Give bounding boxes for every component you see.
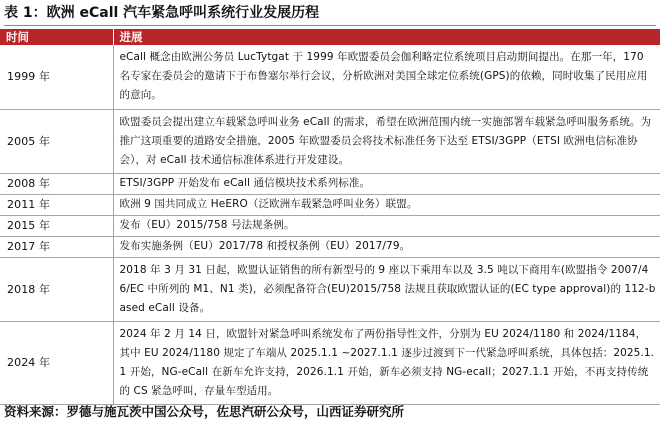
- progress-cell: 欧盟委员会提出建立车载紧急呼叫业务 eCall 的需求，希望在欧洲范围内统一实施部署车载紧急呼叫服务系统。为推广这项重要的道路安全措施，2005 年欧盟委员会将技术标准任务下达至 ETSI/3GPP（ETSI 欧洲电信标准协会），对 eCall 技术通信标准体系进行开发建设。: [113, 109, 660, 173]
- progress-cell: 2018 年 3 月 31 日起，欧盟认证销售的所有新型号的 9 座以下乘用车以及 3.5 吨以下商用车(欧盟指令 2007/46/EC 中所列的 M1、N1 类)，必须配备符合(EU)2015/758 法规且获取欧盟认证的(EC type approval)的 112-based eCall 设备。: [113, 257, 660, 321]
- column-header-time: 时间: [0, 29, 113, 45]
- year-cell: 2018 年: [0, 257, 113, 321]
- progress-cell: ETSI/3GPP 开始发布 eCall 通信模块技术系列标准。: [113, 173, 660, 194]
- year-cell: 2011 年: [0, 194, 113, 215]
- table-row: [0, 45, 660, 109]
- year-cell: 2024 年: [0, 321, 113, 404]
- column-header-progress: 进展: [113, 29, 660, 45]
- progress-cell: 发布实施条例（EU）2017/78 和授权条例（EU）2017/79。: [113, 236, 660, 257]
- source-note: 资料来源：罗德与施瓦茨中国公众号，佐思汽研公众号，山西证券研究所: [4, 404, 405, 419]
- year-cell: 2008 年: [0, 173, 113, 194]
- progress-cell: eCall 概念由欧洲公务员 LucTytgat 于 1999 年欧盟委员会伽利略定位系统项目启动期间提出。在那一年，170 名专家在委员会的邀请下于布鲁塞尔举行会议，分析欧洲对美国全球定位系统(GPS)的依赖，同时收集了民用应用的意向。: [113, 45, 660, 109]
- progress-cell: 欧洲 9 国共同成立 HeERO（泛欧洲车载紧急呼叫业务）联盟。: [113, 194, 660, 215]
- table-row: [0, 215, 660, 236]
- table-row: [0, 236, 660, 257]
- table-row: [0, 109, 660, 173]
- table-row: [0, 321, 660, 404]
- table-row: [0, 257, 660, 321]
- year-cell: 2005 年: [0, 109, 113, 173]
- table-header-row: [0, 29, 660, 45]
- caption-divider: [4, 25, 656, 26]
- history-table: [0, 29, 660, 405]
- progress-cell: 2024 年 2 月 14 日，欧盟针对紧急呼叫系统发布了两份指导性文件，分别为 EU 2024/1180 和 2024/1184，其中 EU 2024/1180 规定了车端从 2025.1.1 ~2027.1.1 逐步过渡到下一代紧急呼叫系统，具体包括：2025.1.1 开始，NG-eCall 在新车允许支持，2026.1.1 开始，新车必须支持 NG-ecall；2027.1.1 开始，不再支持传统的 CS 紧急呼叫，存量车型适用。: [113, 321, 660, 404]
- progress-cell: 发布（EU）2015/758 号法规条例。: [113, 215, 660, 236]
- year-cell: 1999 年: [0, 45, 113, 109]
- table-row: [0, 194, 660, 215]
- table-row: [0, 173, 660, 194]
- year-cell: 2017 年: [0, 236, 113, 257]
- year-cell: 2015 年: [0, 215, 113, 236]
- table-caption: 表 1：欧洲 eCall 汽车紧急呼叫系统行业发展历程: [4, 5, 320, 21]
